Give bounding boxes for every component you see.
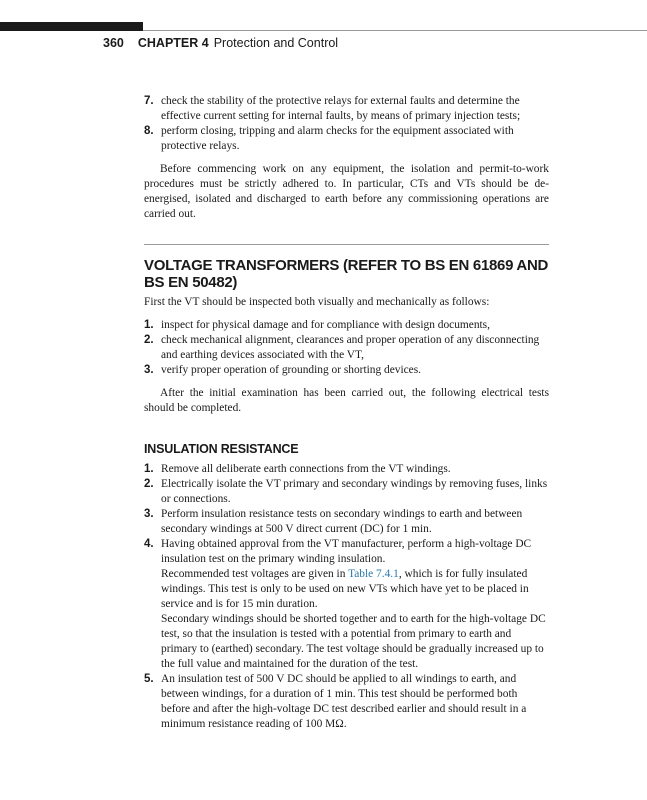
header-bar: [0, 22, 143, 31]
list-number: 1.: [144, 319, 154, 331]
list-item: [144, 124, 549, 154]
top-list: [144, 94, 549, 154]
list-number: 7.: [144, 95, 154, 107]
list-text: Electrically isolate the VT primary and secondary windings by removing fuses, links or connections.: [161, 478, 548, 505]
insulation-list: [144, 462, 549, 732]
chapter-label: CHAPTER 4: [137, 36, 209, 50]
list-item: [144, 672, 549, 732]
list-item: [144, 507, 549, 537]
chapter-title: Protection and Control: [213, 36, 339, 50]
vt-inspection-list: [144, 318, 549, 378]
list-number: 2.: [144, 334, 154, 346]
list-item: [144, 318, 549, 333]
list-text: Perform insulation resistance tests on secondary windings to earth and between secondary windings at 500 V direct current (DC) for 1 min.: [161, 508, 523, 535]
list-number: 5.: [144, 673, 154, 685]
intro-paragraph: Before commencing work on any equipment, the isolation and permit-to-work procedures must be strictly adhered to. In particular, CTs and VTs should be de-energised, isolated and discharged to earth before any commissioning operations are carried out.: [144, 163, 549, 220]
list-item: [144, 477, 549, 507]
list-number: 4.: [144, 538, 154, 550]
list-item: [144, 94, 549, 124]
list-number: 1.: [144, 463, 154, 475]
section-lead: First the VT should be inspected both visually and mechanically as follows:: [144, 296, 490, 308]
list-text: Having obtained approval from the VT manufacturer, perform a high-voltage DC insulation test on the primary winding insulation.: [161, 538, 532, 565]
section-after-paragraph: After the initial examination has been carried out, the following electrical tests should be completed.: [144, 387, 549, 414]
list-text: Remove all deliberate earth connections from the VT windings.: [161, 463, 451, 475]
list-item: [144, 537, 549, 672]
list-item: [144, 333, 549, 363]
page-body: [144, 94, 549, 732]
section-heading: VOLTAGE TRANSFORMERS (REFER TO BS EN 61869 AND BS EN 50482): [144, 257, 549, 291]
item-4-text-before-link: Recommended test voltages are given in: [161, 568, 349, 580]
list-text: inspect for physical damage and for compliance with design documents,: [161, 319, 490, 331]
list-text: check mechanical alignment, clearances and proper operation of any disconnecting and earthing devices associated with the VT,: [161, 334, 540, 361]
running-header: [103, 36, 338, 50]
list-text: verify proper operation of grounding or shorting devices.: [161, 364, 422, 376]
page-number: 360: [103, 36, 124, 50]
header-rule: [143, 30, 647, 31]
item-4-text-after-link: , which is for fully insulated windings. This test is only to be used on new VTs which have yet to be placed in service and is for 15 min duration.: [161, 568, 529, 610]
list-number: 2.: [144, 478, 154, 490]
item-4-paragraph-2: Secondary windings should be shorted together and to earth for the high-voltage DC test, so that the insulation is tested with a potential from primary to earth and primary to (earthed) secondary. The test voltage should be gradually increased up to the full value and maintained for the duration of the test.: [161, 613, 546, 670]
list-number: 3.: [144, 508, 154, 520]
list-item: [144, 363, 549, 378]
subsection-heading: INSULATION RESISTANCE: [144, 442, 299, 456]
section-rule: [144, 244, 549, 245]
list-number: 3.: [144, 364, 154, 376]
list-number: 8.: [144, 125, 154, 137]
list-text: check the stability of the protective relays for external faults and determine the effective current setting for internal faults, by means of primary injection tests;: [161, 95, 521, 122]
item-4-paragraph-1: [161, 567, 549, 612]
list-item: [144, 462, 549, 477]
list-text: perform closing, tripping and alarm checks for the equipment associated with protective relays.: [161, 125, 514, 152]
list-text: An insulation test of 500 V DC should be applied to all windings to earth, and between windings, for a duration of 1 min. This test should be performed both before and after the high-voltage DC test described earlier and should result in a minimum resistance reading of 100 MΩ.: [161, 673, 527, 730]
table-link[interactable]: Table 7.4.1: [348, 568, 399, 580]
